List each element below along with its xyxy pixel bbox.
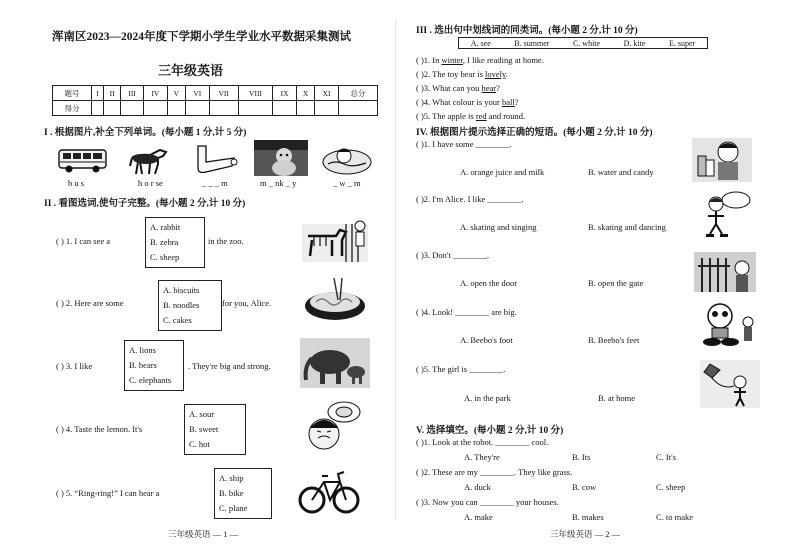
- s4-q5-option-b[interactable]: B. at home: [598, 393, 636, 403]
- option[interactable]: C. sheep: [150, 252, 180, 262]
- s5-q2[interactable]: ( )2. These are my ________. They like grass.: [416, 467, 573, 477]
- option[interactable]: C. elephants: [129, 375, 172, 385]
- s4-q2[interactable]: ( )2. I'm Alice. I like ________.: [416, 194, 524, 204]
- option[interactable]: A. rabbit: [150, 222, 181, 232]
- s2-q1-text: ( ) 1. I can see a: [56, 236, 111, 246]
- word-blank-4[interactable]: m _ nk _ y: [260, 178, 297, 188]
- option[interactable]: B. zebra: [150, 237, 179, 247]
- s4-q5-option-a[interactable]: A. in the park: [464, 393, 511, 403]
- exam-subtitle: 三年级英语: [158, 63, 224, 78]
- s4-q3-option-a[interactable]: A. open the door: [460, 278, 518, 288]
- s4-q3-option-b[interactable]: B. open the gate: [588, 278, 644, 288]
- s2-q1-options: [145, 217, 205, 268]
- page-divider: [395, 20, 396, 520]
- s5-q2-option-c[interactable]: C. sheep: [656, 482, 686, 492]
- s2-q5-text: ( ) 5. “Ring-ring!” I can hear a: [56, 488, 160, 498]
- section-1-heading: I . 根据图片,补全下列单词。(每小题 1 分,计 5 分): [44, 128, 247, 138]
- score-row-label: 得分: [53, 101, 92, 116]
- score-header-cell: IV: [144, 86, 168, 101]
- s4-q2-option-a[interactable]: A. skating and singing: [460, 222, 537, 232]
- monkey-icon: [254, 140, 308, 176]
- s4-q1[interactable]: ( )1. I have some ________.: [416, 139, 512, 149]
- s5-q3-option-a[interactable]: A. make: [464, 512, 493, 522]
- score-cell[interactable]: [238, 101, 273, 116]
- score-header-cell: 总分: [338, 86, 377, 101]
- elephants-icon: [300, 338, 370, 388]
- beebo-feet-icon: [700, 302, 758, 346]
- noodles-icon: [302, 276, 368, 324]
- score-header-cell: VII: [209, 86, 238, 101]
- word-blank-2[interactable]: h o r se: [138, 178, 163, 188]
- option[interactable]: A. lions: [129, 345, 156, 355]
- s3-q5[interactable]: ( )5. The apple is red and round.: [416, 111, 526, 121]
- score-cell[interactable]: [185, 101, 209, 116]
- s2-q4-text: ( ) 4. Taste the lemon. It's: [56, 424, 143, 434]
- score-header-cell: III: [121, 86, 144, 101]
- option[interactable]: C. cakes: [163, 315, 192, 325]
- s5-q3-option-b[interactable]: B. makes: [572, 512, 604, 522]
- s4-q1-option-a[interactable]: A. orange juice and milk: [460, 167, 545, 177]
- s4-q2-option-b[interactable]: B. skating and dancing: [588, 222, 666, 232]
- option[interactable]: A. ship: [219, 473, 244, 483]
- score-cell[interactable]: [273, 101, 297, 116]
- s5-q1[interactable]: ( )1. Look at the robot. ________ cool.: [416, 437, 549, 447]
- option[interactable]: B. sweet: [189, 424, 219, 434]
- horse-icon: [128, 146, 170, 176]
- bike-icon: [298, 466, 360, 516]
- s3-q2[interactable]: ( )2. The toy bear is lovely.: [416, 69, 508, 79]
- option[interactable]: A. biscuits: [163, 285, 200, 295]
- s2-q2-options: [158, 280, 222, 331]
- s2-q2-text: ( ) 2. Here are some: [56, 298, 124, 308]
- score-header-cell: IX: [273, 86, 297, 101]
- score-header-cell: II: [103, 86, 120, 101]
- option[interactable]: A. sour: [189, 409, 215, 419]
- s4-q5[interactable]: ( )5. The girl is ________.: [416, 364, 506, 374]
- section-3-heading: III . 选出句中划线词的同类词。(每小题 2 分,计 10 分): [416, 26, 638, 36]
- score-cell[interactable]: [315, 101, 339, 116]
- zebra-zoo-icon: [302, 216, 368, 262]
- arm-icon: [192, 142, 238, 176]
- s4-q1-option-b[interactable]: B. water and candy: [588, 167, 654, 177]
- bus-icon: [58, 148, 108, 174]
- score-value-row: [53, 101, 378, 116]
- swimming-boy-icon: [322, 140, 372, 176]
- score-header-cell: V: [167, 86, 185, 101]
- option[interactable]: C. hot: [189, 439, 210, 449]
- s2-q4-options: [184, 404, 246, 455]
- section-4-heading: IV. 根据图片提示选择正确的短语。(每小题 2 分,计 10 分): [416, 128, 653, 138]
- score-header-cell: I: [92, 86, 104, 101]
- s2-q5-options: [214, 468, 272, 519]
- s4-q4-option-a[interactable]: A. Beebo's foot: [460, 335, 513, 345]
- s2-q3-after: . They're big and strong.: [188, 361, 271, 371]
- word-choice: A. see: [470, 38, 491, 48]
- sour-face-boy-icon: [302, 400, 362, 452]
- s5-q1-option-b[interactable]: B. Its: [572, 452, 591, 462]
- s4-q4-option-b[interactable]: B. Beebo's feet: [588, 335, 640, 345]
- s3-q4[interactable]: ( )4. What colour is your ball?: [416, 97, 519, 107]
- s5-q1-option-a[interactable]: A. They're: [464, 452, 500, 462]
- option[interactable]: C. plane: [219, 503, 248, 513]
- girl-skating-icon: [696, 190, 754, 238]
- s5-q3-option-c[interactable]: C. to make: [656, 512, 694, 522]
- s5-q2-option-a[interactable]: A. duck: [464, 482, 491, 492]
- score-header-cell: 题号: [53, 86, 92, 101]
- s2-q2-after: for you, Alice.: [222, 298, 272, 308]
- score-cell[interactable]: [296, 101, 314, 116]
- score-header-cell: X: [296, 86, 314, 101]
- score-cell[interactable]: [121, 101, 144, 116]
- exam-title: 浑南区2023—2024年度下学期小学生学业水平数据采集测试: [52, 31, 351, 43]
- score-cell[interactable]: [338, 101, 377, 116]
- s4-q3[interactable]: ( )3. Don't ________.: [416, 250, 490, 260]
- score-cell[interactable]: [167, 101, 185, 116]
- word-blank-5[interactable]: _ w _ m: [333, 178, 361, 188]
- score-header-cell: XI: [315, 86, 339, 101]
- boy-drinks-icon: [692, 138, 752, 182]
- s3-q3[interactable]: ( )3. What can you hear?: [416, 83, 500, 93]
- score-table: [52, 85, 378, 116]
- word-choice: E. super: [668, 38, 696, 48]
- s4-q4[interactable]: ( )4. Look! ________ are big.: [416, 307, 517, 317]
- s5-q1-option-c[interactable]: C. It's: [656, 452, 676, 462]
- section-3-word-bank: [458, 37, 708, 49]
- s2-q3-text: ( ) 3. I like: [56, 361, 93, 371]
- option[interactable]: B. bears: [129, 360, 157, 370]
- s2-q3-options: [124, 340, 184, 391]
- word-choice: C. white: [572, 38, 601, 48]
- section-2-heading: II . 看图选词,使句子完整。(每小题 2 分,计 10 分): [44, 199, 246, 209]
- s2-q1-after: in the zoo.: [208, 236, 244, 246]
- word-blank-1[interactable]: b u s: [68, 178, 85, 188]
- page-1-footer: 三年级英语 — 1 —: [168, 529, 239, 539]
- score-cell[interactable]: [103, 101, 120, 116]
- score-header-row: [53, 86, 378, 101]
- s5-q3[interactable]: ( )3. Now you can ________ your houses.: [416, 497, 559, 507]
- option[interactable]: B. noodles: [163, 300, 200, 310]
- score-header-cell: VIII: [238, 86, 273, 101]
- score-cell[interactable]: [92, 101, 104, 116]
- option[interactable]: B. bike: [219, 488, 244, 498]
- score-header-cell: VI: [185, 86, 209, 101]
- gate-icon: [694, 252, 756, 292]
- s5-q2-option-b[interactable]: B. cow: [572, 482, 597, 492]
- s3-q1[interactable]: ( )1. In winter, I like reading at home.: [416, 55, 544, 65]
- girl-kite-icon: [700, 360, 760, 408]
- score-cell[interactable]: [144, 101, 168, 116]
- word-blank-3[interactable]: _ _ _ m: [202, 178, 228, 188]
- word-choice: B. summer: [514, 38, 550, 48]
- score-cell[interactable]: [209, 101, 238, 116]
- section-5-heading: V. 选择填空。(每小题 2 分,计 10 分): [416, 426, 564, 436]
- page-2-footer: 三年级英语 — 2 —: [550, 529, 621, 539]
- word-choice: D. kite: [623, 38, 646, 48]
